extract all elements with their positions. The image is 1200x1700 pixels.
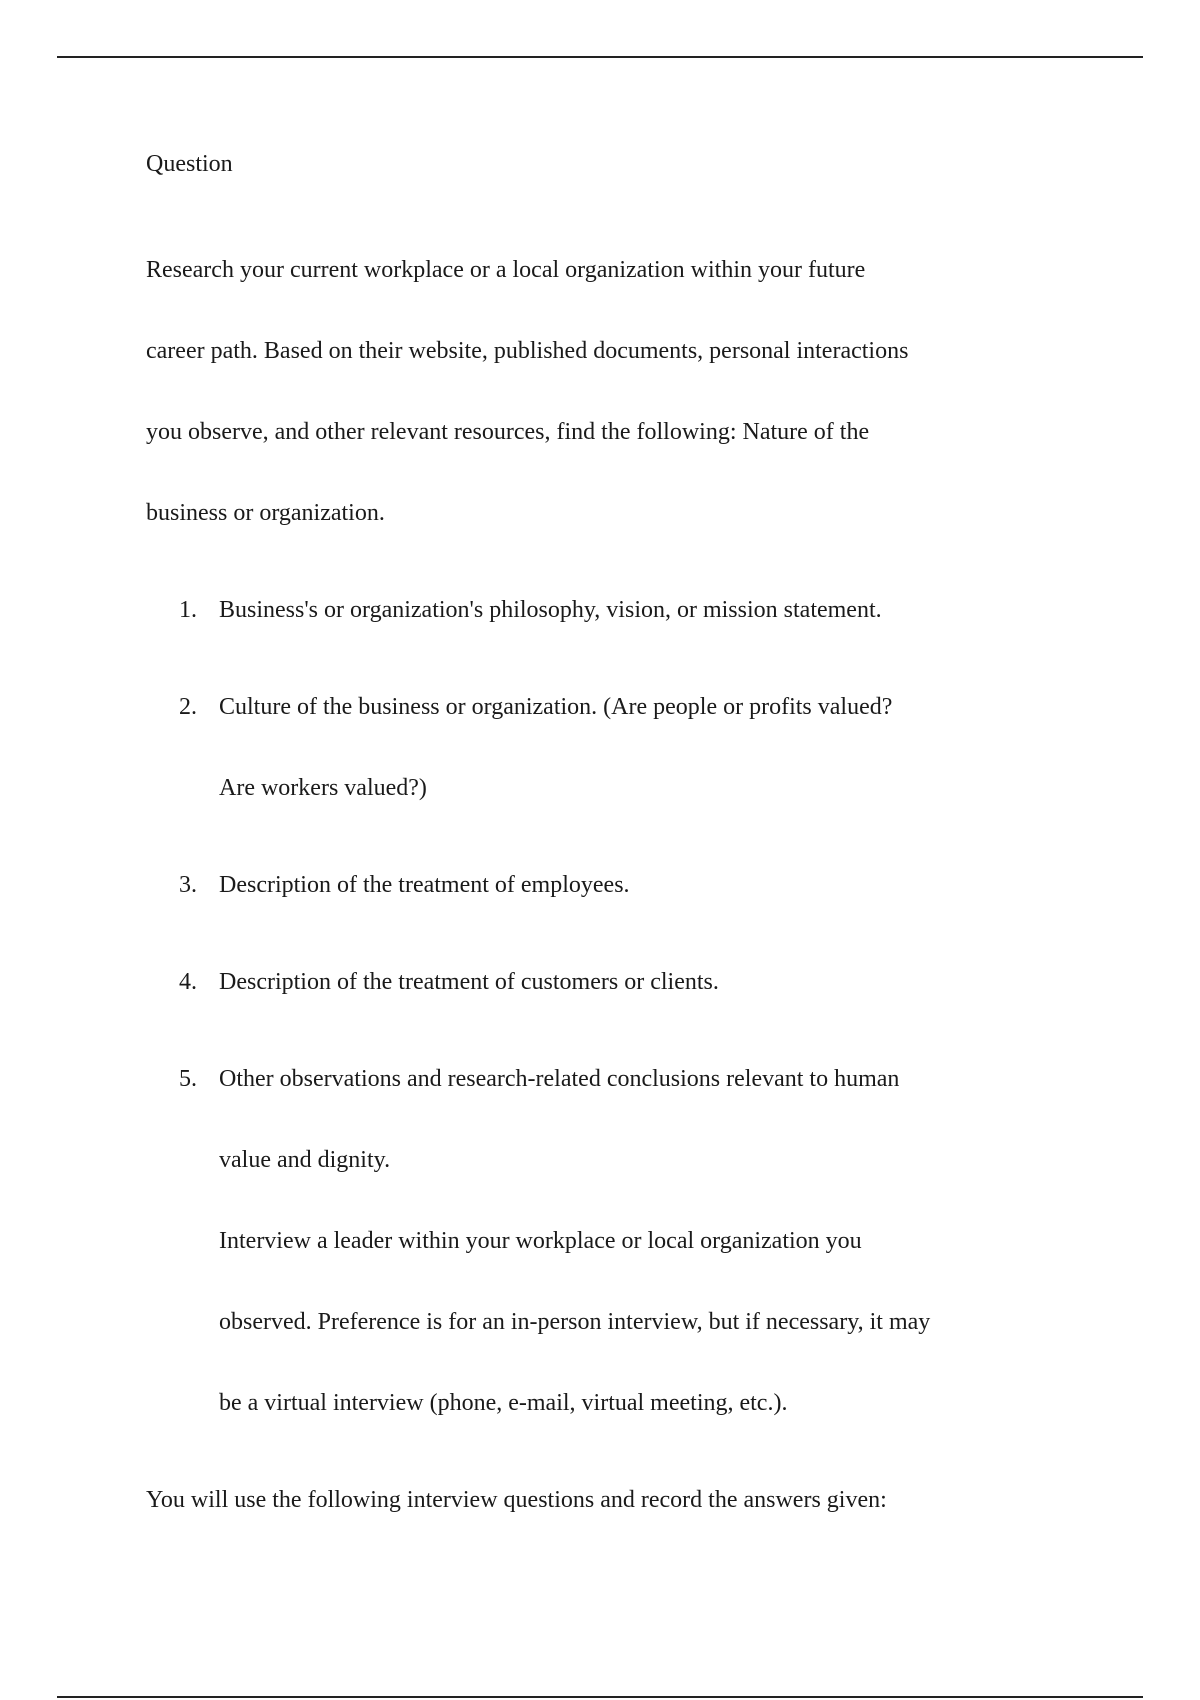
list-item-text: Other observations and research-related conclusions relevant to human <box>219 1066 900 1092</box>
footer-rule <box>57 1696 1143 1698</box>
list-item-text: value and dignity. <box>219 1147 391 1173</box>
interview-note <box>219 1201 1096 1444</box>
interview-note-line: be a virtual interview (phone, e-mail, virtual meeting, etc.). <box>219 1390 788 1416</box>
intro-line: business or organization. <box>146 500 385 526</box>
intro-line: Research your current workplace or a local organization within your future <box>146 257 866 283</box>
list-item-text: Culture of the business or organization. (Are people or profits valued? <box>219 694 893 720</box>
list-item-text: Are workers valued?) <box>219 775 427 801</box>
question-heading: Question <box>146 151 233 177</box>
interview-note-line: observed. Preference is for an in-person interview, but if necessary, it may <box>219 1309 931 1335</box>
list-item <box>146 942 1096 1023</box>
list-number: 2. <box>179 694 197 720</box>
list-item-text: Description of the treatment of employees. <box>219 872 630 898</box>
header-rule <box>57 56 1143 58</box>
list-item-text: Description of the treatment of customers or clients. <box>219 969 719 995</box>
list-number: 3. <box>179 872 197 898</box>
closing-paragraph: You will use the following interview questions and record the answers given: <box>146 1487 887 1513</box>
requirements-list <box>146 570 1096 1201</box>
list-item <box>146 667 1096 829</box>
intro-line: you observe, and other relevant resources, find the following: Nature of the <box>146 419 870 445</box>
list-item <box>146 1039 1096 1201</box>
interview-note-line: Interview a leader within your workplace or local organization you <box>219 1228 862 1254</box>
list-item <box>146 845 1096 926</box>
list-number: 5. <box>179 1066 197 1092</box>
list-item-text: Business's or organization's philosophy, vision, or mission statement. <box>219 597 882 623</box>
list-item <box>146 570 1096 651</box>
list-number: 1. <box>179 597 197 623</box>
intro-paragraph <box>146 230 1096 554</box>
list-number: 4. <box>179 969 197 995</box>
intro-line: career path. Based on their website, published documents, personal interactions <box>146 338 909 364</box>
document-body <box>146 140 1096 1541</box>
